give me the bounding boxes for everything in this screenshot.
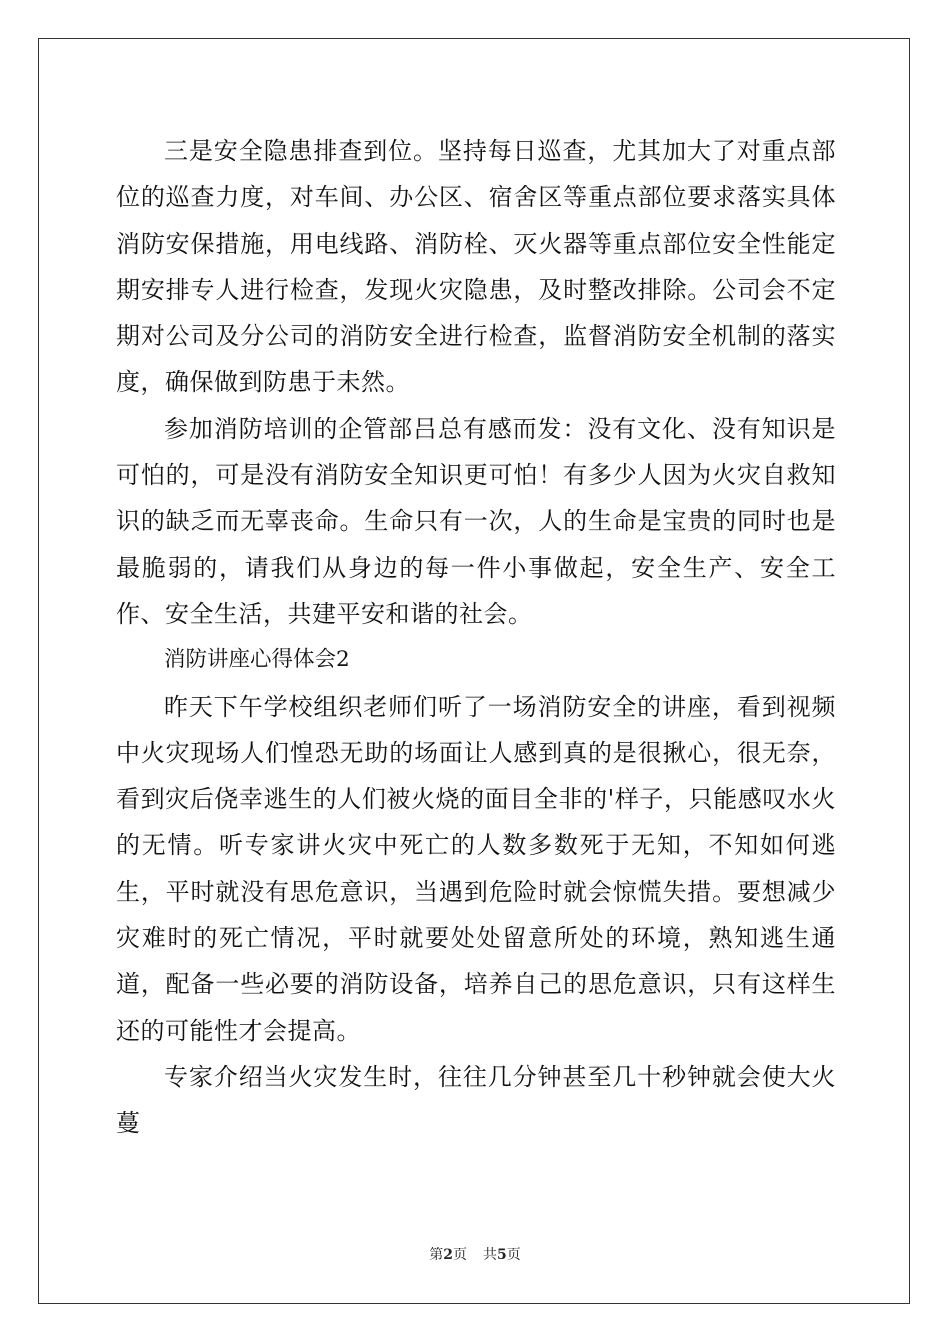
total-prefix: 共 [483, 1247, 497, 1263]
total-suffix: 页 [506, 1247, 521, 1263]
page-total: 5 [497, 1247, 507, 1263]
page-current: 2 [443, 1247, 453, 1263]
paragraph-training-reflection: 参加消防培训的企管部吕总有感而发：没有文化、没有知识是可怕的，可是没有消防安全知识更可怕！有多少人因为火灾自救知识的缺乏而无辜丧命。生命只有一次，人的生命是宝贵的同时也是最脆弱的，请我们从身边的每一件小事做起，安全生产、安全工作、安全生活，共建平安和谐的社会。 [116, 414, 836, 628]
paragraph-safety-inspection: 三是安全隐患排查到位。坚持每日巡查，尤其加大了对重点部位的巡查力度，对车间、办公区、宿舍区等重点部位要求落实具体消防安保措施，用电线路、消防栓、灭火器等重点部位安全性能定期安排专人进行检查，发现火灾隐患，及时整改排除。公司会不定期对公司及分公司的消防安全进行检查，监督消防安全机制的落实度，确保做到防患于未然。 [116, 137, 836, 397]
paragraph-lecture-summary: 昨天下午学校组织老师们听了一场消防安全的讲座，看到视频中火灾现场人们惶恐无助的场面让人感到真的是很揪心，很无奈，看到灾后侥幸逃生的人们被火烧的面目全非的'样子，只能感叹水火的无情。听专家讲火灾中死亡的人数多数死于无知，不知如何逃生，平时就没有思危意识，当遇到危险时就会惊慌失措。要想减少灾难时的死亡情况，平时就要处处留意所处的环境，熟知逃生通道，配备一些必要的消防设备，培养自己的思危意识，只有这样生还的可能性才会提高。 [116, 692, 836, 1045]
document-body [116, 128, 836, 1147]
page-footer [0, 1244, 950, 1264]
page-suffix: 页 [453, 1247, 467, 1263]
section-heading: 消防讲座心得体会2 [164, 647, 350, 673]
page-prefix: 第 [429, 1247, 444, 1263]
paragraph-expert-intro: 专家介绍当火灾发生时，往往几分钟甚至几十秒钟就会使大火蔓 [116, 1062, 836, 1138]
